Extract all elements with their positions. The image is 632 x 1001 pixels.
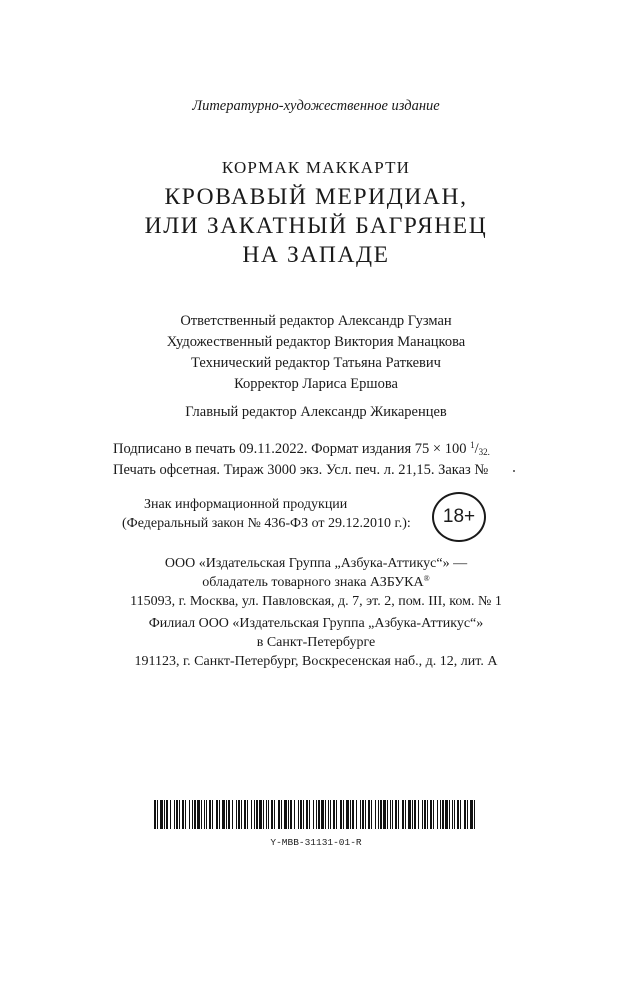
branch-address: 191123, г. Санкт-Петербург, Воскресенская наб., д. 12, лит. А (134, 654, 498, 669)
info-mark-label: Знак информационной продукции (144, 497, 348, 512)
format-fraction-numerator: 1 (470, 440, 475, 450)
branch-city: в Санкт-Петербурге (256, 635, 376, 650)
age-rating-text: 18+ (442, 506, 476, 527)
print-info-line-2: Печать офсетная. Тираж 3000 экз. Усл. печ. л. 21,15. Заказ № (113, 462, 489, 478)
staff-technical-editor: Технический редактор Татьяна Раткевич (191, 355, 441, 371)
edition-type: Литературно-художественное издание (192, 98, 440, 114)
author-name: КОРМАК МАККАРТИ (221, 158, 411, 177)
info-mark-law: (Федеральный закон № 436-ФЗ от 29.12.2010 г.): (122, 516, 411, 531)
barcode-text: Y-MBB-31131-01-R (270, 837, 362, 848)
publisher-trademark-text: обладатель товарного знака АЗБУКА (202, 575, 424, 590)
publisher-address: 115093, г. Москва, ул. Павловская, д. 7, эт. 2, пом. III, ком. № 1 (130, 594, 502, 609)
registered-trademark-icon: ® (423, 574, 430, 583)
print-info-text: Подписано в печать 09.11.2022. Формат издания 75 × 100 (113, 441, 467, 457)
book-title-line-2: ИЛИ ЗАКАТНЫЙ БАГРЯНЕЦ (144, 213, 488, 239)
staff-responsible-editor: Ответственный редактор Александр Гузман (180, 313, 452, 329)
format-fraction-denominator: 32 (478, 447, 488, 457)
branch-name: Филиал ООО «Издательская Группа „Азбука-Аттикус“» (148, 616, 484, 631)
staff-art-editor: Художественный редактор Виктория Манацкова (166, 334, 466, 350)
barcode-icon (154, 800, 476, 829)
staff-proofreader: Корректор Лариса Ершова (234, 376, 398, 392)
book-title-line-3: НА ЗАПАДЕ (242, 242, 390, 268)
publisher-trademark-line (0, 575, 632, 591)
chief-editor: Главный редактор Александр Жикаренцев (185, 404, 447, 420)
print-dot-mark (513, 470, 515, 472)
book-title-line-1: КРОВАВЫЙ МЕРИДИАН, (164, 184, 468, 210)
format-fraction-slash: / (474, 441, 479, 457)
format-fraction-period: . (487, 447, 490, 457)
age-rating-badge (432, 492, 486, 542)
print-info-line-1 (113, 441, 490, 458)
publisher-name: ООО «Издательская Группа „Азбука-Аттикус“» — (164, 556, 468, 571)
